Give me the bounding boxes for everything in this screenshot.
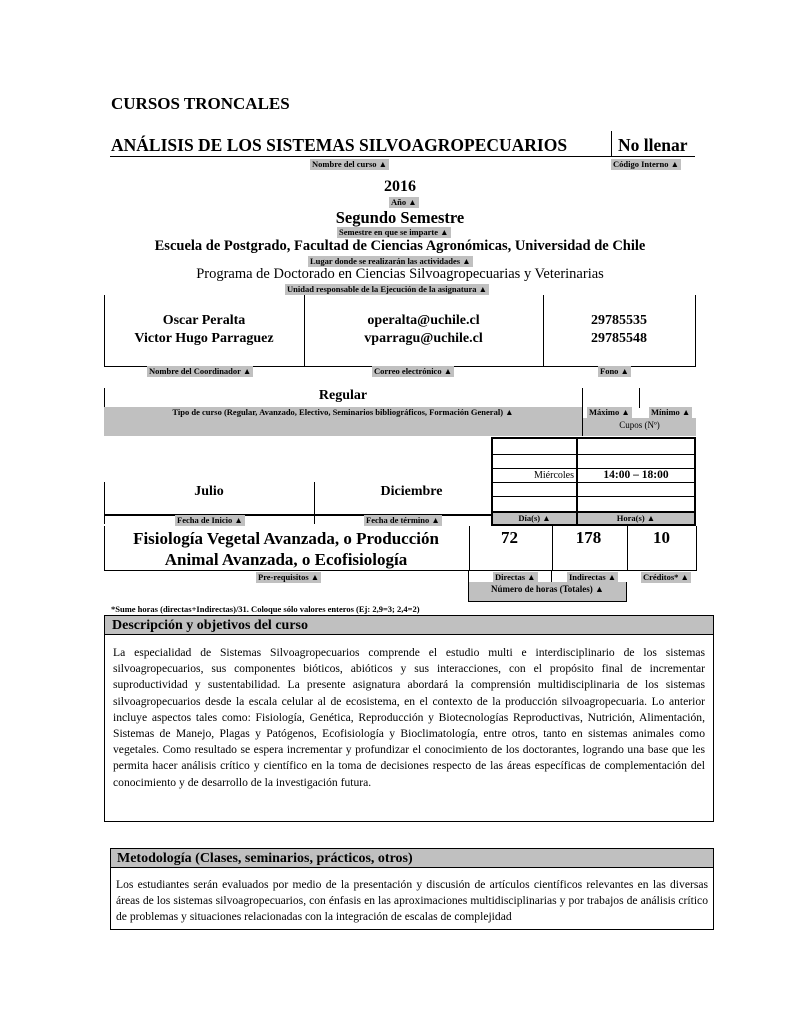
year-value: 2016 — [384, 178, 416, 195]
unit-value: Programa de Doctorado en Ciencias Silvoagropecuarias y Veterinarias — [196, 266, 604, 282]
coordinator-email-label: Correo electrónico ▲ — [374, 366, 453, 376]
course-name-rule — [110, 156, 695, 157]
total-hours-label: Número de horas (Totales) ▲ — [469, 582, 627, 602]
code-divider — [611, 131, 612, 157]
max-min-labels — [583, 407, 695, 418]
start-date: Julio — [194, 484, 224, 499]
coord-right-border — [695, 295, 696, 367]
credits-value: 10 — [653, 528, 670, 547]
coordinator-email[interactable]: operalta@uchile.cl — [367, 313, 480, 328]
credits-note: *Sume horas (directas+Indirectas)/31. Coloque sólo valores enteros (Ej: 2,9=3; 2,4=2) — [111, 604, 420, 614]
day-label: Día(s) ▲ — [493, 513, 576, 524]
description-title: Descripción y objetivos del curso — [105, 616, 713, 635]
prerequisites-line: Animal Avanzada, o Ecofisiología — [164, 550, 408, 569]
prerequisites-label: Pre-requisitos ▲ — [258, 572, 320, 582]
schedule-row-divider — [493, 454, 694, 455]
coordinator-name: Victor Hugo Parraguez — [134, 331, 274, 346]
section-title: CURSOS TRONCALES — [111, 94, 290, 113]
course-code: No llenar — [618, 135, 688, 155]
prerequisites-line: Fisiología Vegetal Avanzada, o Producción — [133, 529, 439, 548]
location-label: Lugar donde se realizarán las actividades ▲ — [310, 256, 471, 266]
hours-label: Hora(s) ▲ — [578, 513, 694, 524]
cupos-label: Cupos (Nº) — [583, 418, 696, 436]
course-name: ANÁLISIS DE LOS SISTEMAS SILVOAGROPECUARIOS — [111, 135, 568, 155]
schedule-day: Miércoles — [534, 470, 574, 481]
unit-label: Unidad responsable de la Ejecución de la asignatura ▲ — [287, 284, 488, 294]
schedule-grid — [491, 437, 696, 526]
methodology-text: Los estudiantes serán evaluados por medio de la presentación y discusión de artículos científicos relevantes en las diversas áreas de los sistemas silvoagropecuarios, con énfasis en las aproximaciones multidisciplinarias y por trabajos de análisis crítico de problemas y situaciones relacionadas con la integración de escalas de complejidad — [116, 878, 708, 924]
coordinator-name: Oscar Peralta — [162, 313, 246, 328]
hours-label-divider — [551, 571, 552, 582]
coordinator-names — [104, 312, 304, 348]
end-date: Diciembre — [380, 484, 443, 499]
methodology-title: Metodología (Clases, seminarios, prácticos, otros) — [111, 849, 713, 868]
schedule-hours: 14:00 – 18:00 — [603, 469, 669, 481]
max-min-divider — [639, 388, 640, 408]
course-name-label: Nombre del curso ▲ — [312, 159, 388, 169]
description-text: La especialidad de Sistemas Silvoagropecuarios comprende el estudio multi e interdisciplinario de los sistemas silvoagropecuarios, sus componentes bióticos, abióticos y sus interacciones, con el propósito final de incrementar suproductividad y sustentabilidad. La presente asignatura abordará la comprensión multidisciplinaria de los sistemas silvoagropecuarios desde la escala celular al de ecosistema, en el contexto de la producción silvoagropecuaria. Lo anterior incluye aspectos tales como: Fisiología, Genética, Reproducción y Biotecnologías Reproductivas, Nutrición, Alimentación, Sistemas de Manejo, Plagas y Patógenos, Ecofisiología y Bioclimatología, entre otros, tanto en sistemas animales como vegetales. Como resultado se espera incrementar y profundizar el conocimiento de los doctorantes, logrando una base que les permita hacer análisis crítico y científico en la toma de decisiones respecto de las áreas específicas de complementación del conocimiento y de desarrollo de la investigación futura. — [113, 646, 705, 789]
schedule-row-divider — [493, 482, 694, 483]
coordinator-phone: 29785548 — [591, 331, 647, 346]
max-label: Máximo ▲ — [589, 407, 630, 417]
semester-label: Semestre en que se imparte ▲ — [339, 227, 449, 237]
coordinator-phone: 29785535 — [591, 313, 647, 328]
indirect-hours-value: 178 — [575, 528, 602, 547]
coordinator-email[interactable]: vparragu@uchile.cl — [364, 331, 483, 346]
credits-label: Créditos* ▲ — [643, 572, 689, 582]
start-date-label: Fecha de Inicio ▲ — [177, 515, 243, 525]
methodology-section — [110, 848, 714, 930]
coordinator-phone-label: Fono ▲ — [600, 366, 629, 376]
coordinator-phones — [543, 312, 695, 348]
description-section — [104, 615, 714, 822]
course-type-label: Tipo de curso (Regular, Avanzado, Electivo, Seminarios bibliográficos, Formación General) ▲ — [172, 407, 514, 417]
course-code-label: Código Interno ▲ — [613, 159, 680, 169]
semester-value: Segundo Semestre — [335, 208, 465, 227]
direct-hours-value: 72 — [501, 528, 518, 547]
coordinator-emails — [304, 312, 543, 348]
course-type-value: Regular — [318, 388, 368, 403]
direct-hours-label: Directas ▲ — [495, 572, 536, 582]
location-value: Escuela de Postgrado, Facultad de Ciencias Agronómicas, Universidad de Chile — [154, 238, 646, 254]
end-date-label: Fecha de término ▲ — [366, 515, 440, 525]
min-label: Mínimo ▲ — [651, 407, 691, 417]
prerequisites-value — [104, 528, 468, 570]
coordinator-name-label: Nombre del Coordinador ▲ — [149, 366, 252, 376]
year-label: Año ▲ — [391, 197, 417, 207]
schedule-row-divider — [493, 496, 694, 497]
indirect-hours-label: Indirectas ▲ — [569, 572, 617, 582]
